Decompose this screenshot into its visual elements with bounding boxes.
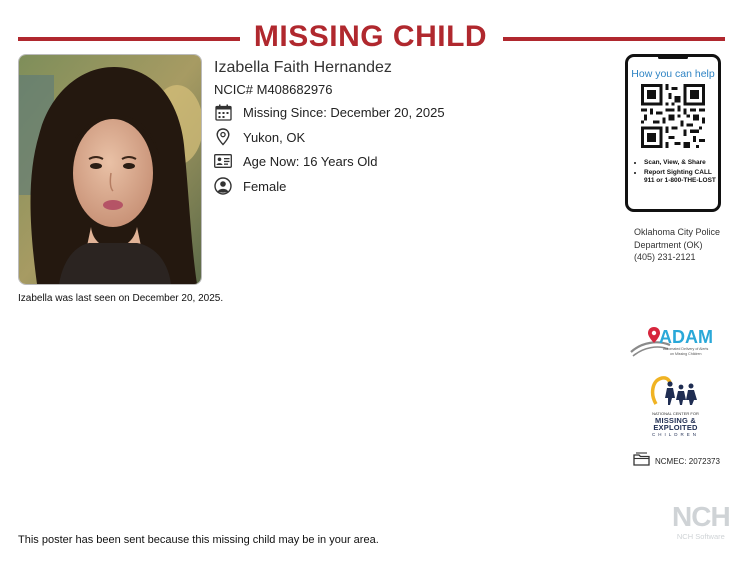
child-name: Izabella Faith Hernandez (214, 59, 392, 76)
id-card-icon (214, 152, 232, 170)
fact-location (214, 127, 305, 147)
adam-logo-word: ADAM (659, 327, 713, 347)
ncmec-logo-missing: MISSING & (655, 415, 696, 425)
ncmec-case (633, 452, 720, 471)
ncmec-children-graphic (648, 374, 703, 407)
ncmec-case-number: NCMEC: 2072373 (655, 457, 720, 466)
adam-logo-tag1: Automated Delivery of Alerts (663, 347, 709, 351)
adam-logo (628, 325, 720, 364)
fact-missing-since (214, 102, 445, 122)
help-bullet-share: • Scan, View, & Share (644, 159, 720, 168)
help-bullets (631, 159, 720, 187)
phone-notch (658, 56, 688, 59)
footer-note: This poster has been sent because this missing child may be in your area. (18, 534, 379, 546)
location-pin-icon (214, 128, 232, 146)
agency-phone[interactable]: (405) 231-2121 (634, 252, 696, 262)
nch-watermark-mark: NCH (672, 501, 730, 532)
location-text: Yukon, OK (243, 129, 306, 145)
ncic-number: NCIC# M408682976 (214, 82, 333, 97)
agency-name-line1: Oklahoma City Police (634, 227, 721, 237)
fact-gender (214, 176, 286, 196)
age-text: Age Now: 16 Years Old (243, 153, 378, 169)
poster-title: MISSING CHILD (253, 20, 488, 53)
help-phone-panel (625, 54, 721, 212)
person-icon (214, 177, 232, 195)
qr-code[interactable] (641, 84, 705, 148)
child-photo (18, 54, 202, 285)
help-panel-title: How you can help (631, 68, 715, 80)
adam-logo-tag2: on Missing Children (670, 352, 702, 356)
nch-watermark (672, 502, 730, 541)
last-seen-text: Izabella was last seen on December 20, 2025. (18, 293, 224, 304)
agency-contact (634, 226, 720, 264)
ncmec-logo-exploited: EXPLOITED (653, 423, 698, 432)
gender-text: Female (243, 178, 287, 194)
ncmec-logo-children: CHILDREN (651, 431, 699, 437)
fact-age (214, 151, 377, 171)
ncmec-logo-lines: NATIONAL CENTER FOR (652, 411, 699, 416)
nch-watermark-name: NCH Software (676, 532, 725, 541)
missing-since-text: Missing Since: December 20, 2025 (243, 104, 445, 120)
ncmec-logo (648, 374, 703, 437)
agency-name-line2: Department (OK) (634, 239, 703, 250)
help-bullet-report: • Report Sighting CALL 911 or 1-800-THE-LOST (644, 169, 720, 186)
folder-icon (633, 452, 650, 471)
calendar-icon (214, 103, 232, 121)
